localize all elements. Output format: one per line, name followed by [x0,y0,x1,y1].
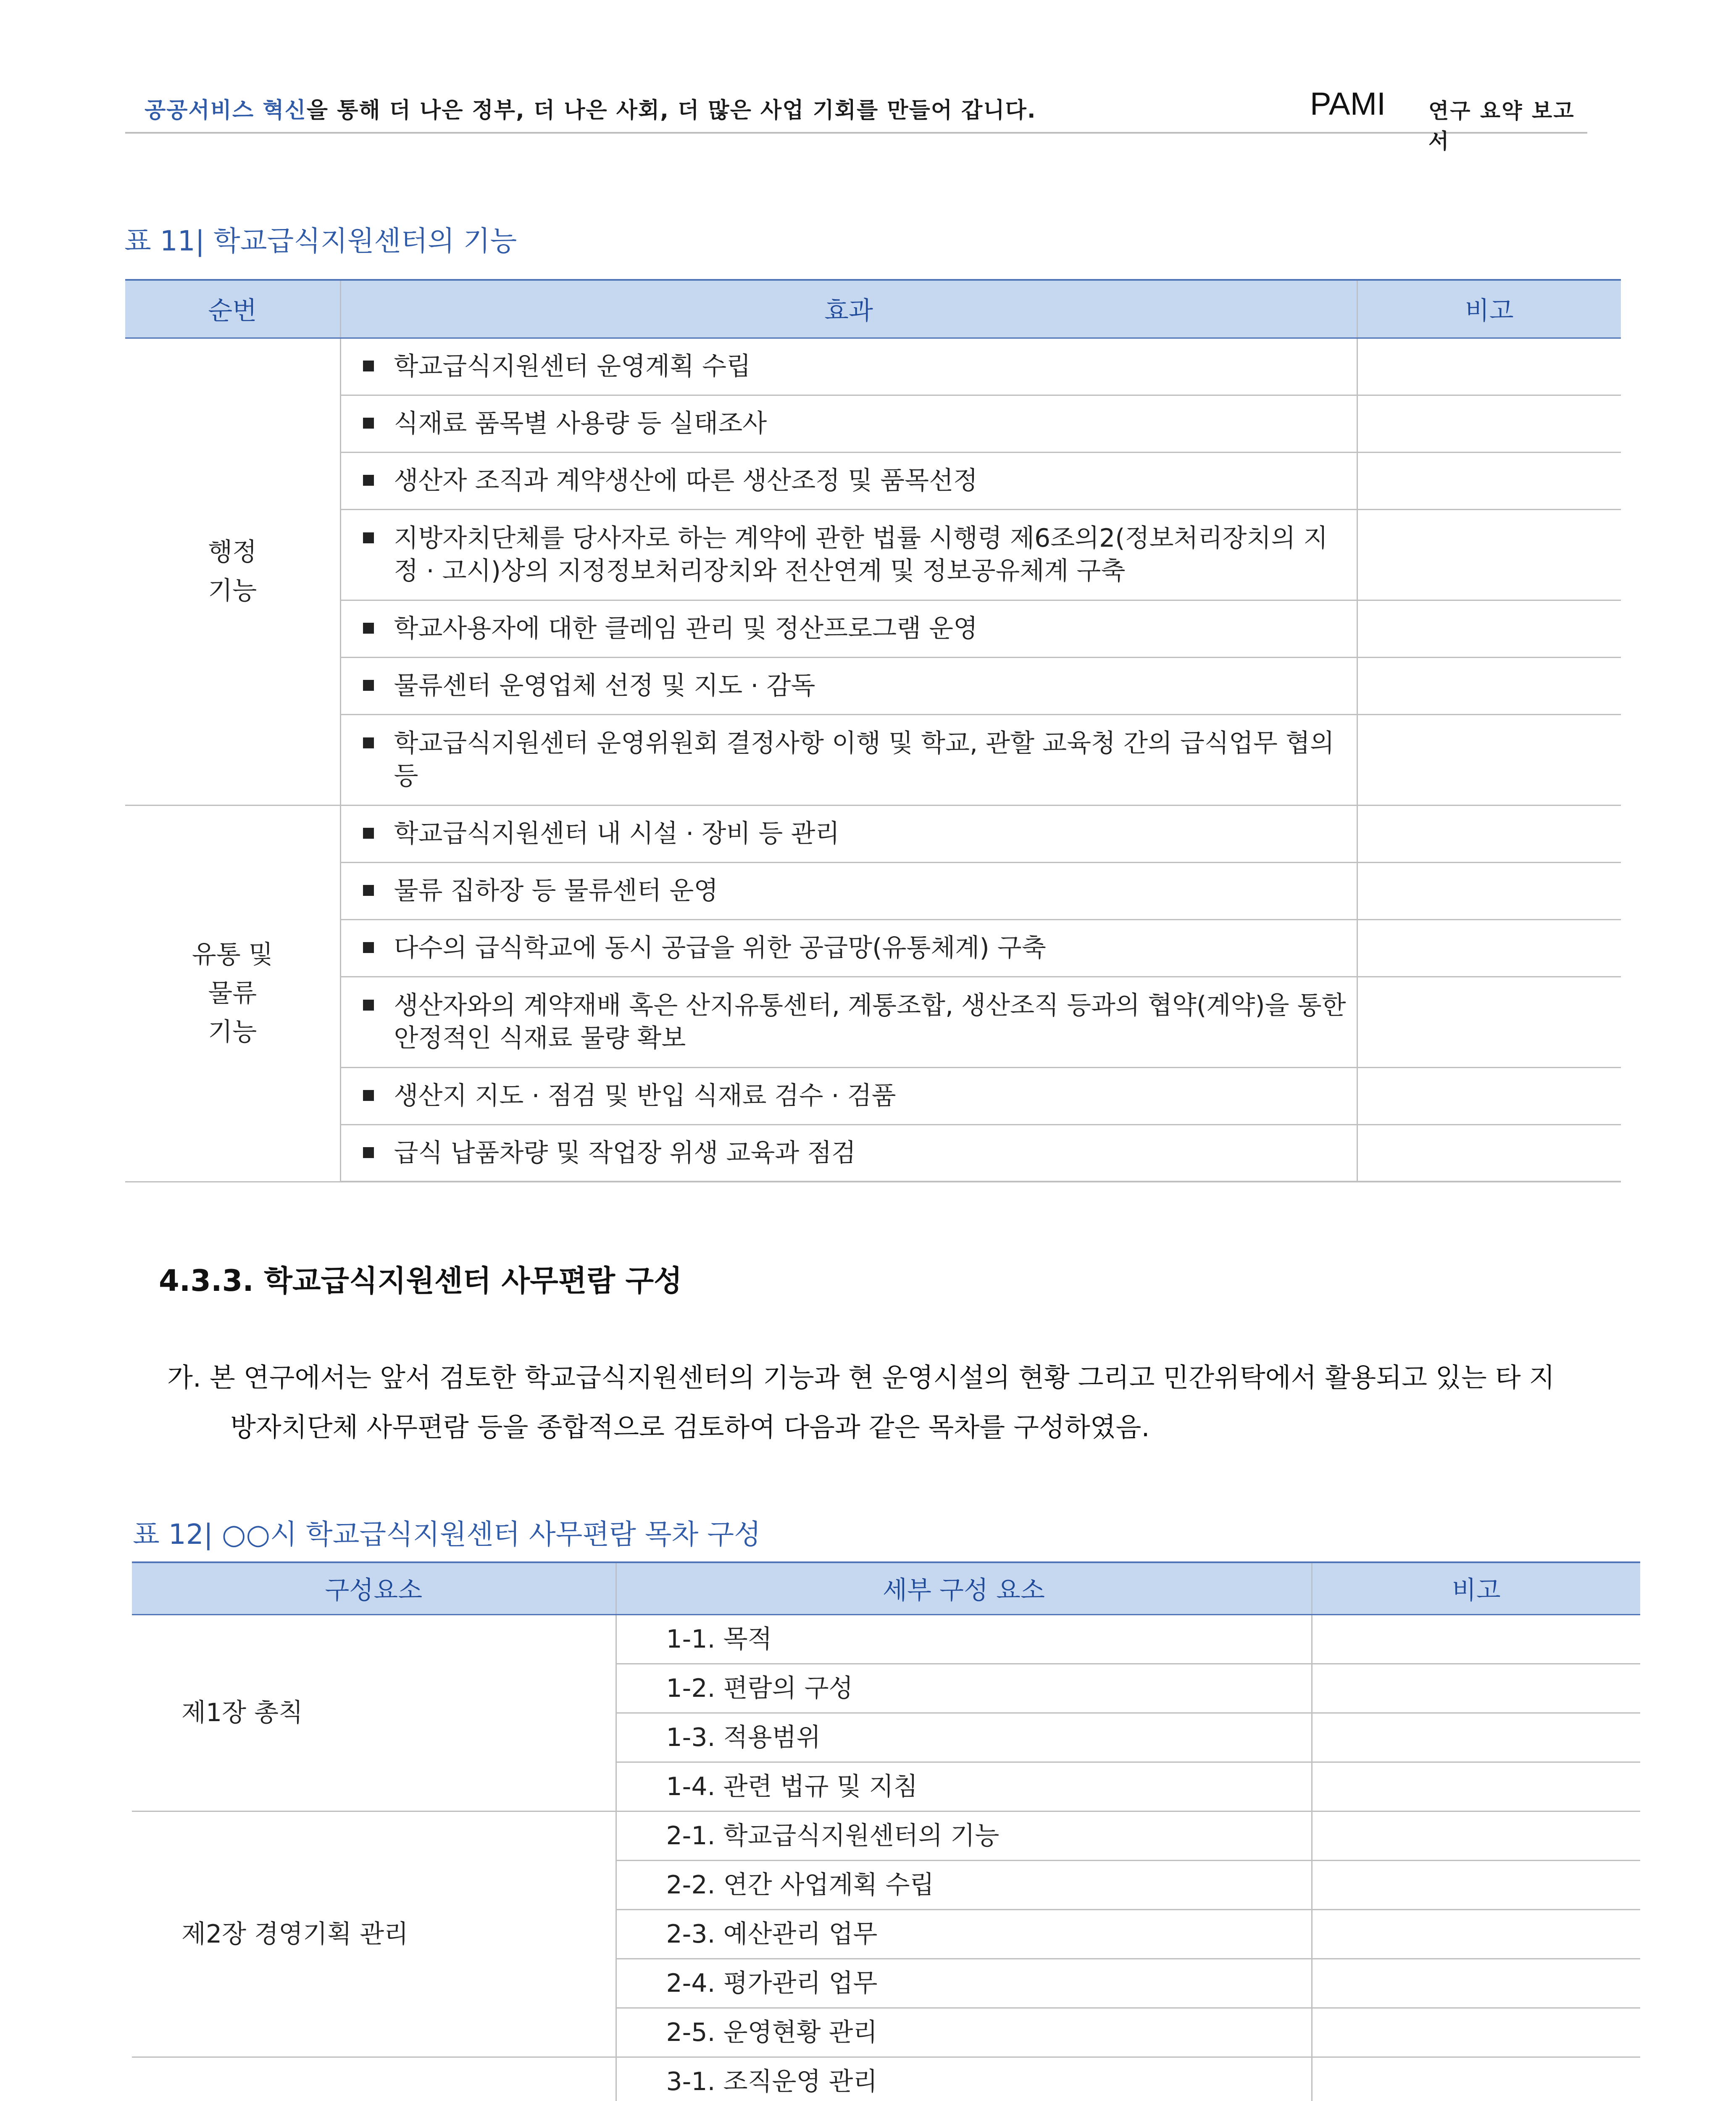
table11 [125,279,1621,1182]
bullet-icon [362,350,394,383]
table-row-item: 1-4. 관련 법규 및 지침 [616,1762,1312,1811]
table-row-item: 생산지 지도 · 점검 및 반입 식재료 검수 · 검품 [340,1067,1357,1124]
table12 [132,1561,1640,2101]
bullet-icon [362,1079,394,1112]
section-title: 4.3.3. 학교급식지원센터 사무편람 구성 [159,1264,682,1298]
table-row-item: 생산자와의 계약재배 혹은 산지유통센터, 계통조합, 생산조직 등과의 협약(계약)을 통한 안정적인 식재료 물량 확보 [340,977,1357,1067]
table-row-item: 학교급식지원센터 운영위원회 결정사항 이행 및 학교, 관할 교육청 간의 급식업무 협의 등 [340,714,1357,805]
table-row-item: 2-1. 학교급식지원센터의 기능 [616,1811,1312,1860]
table11-caption-text: 표 11| 학교급식지원센터의 기능 [124,225,517,257]
table11-note-cell [1357,509,1621,600]
table12-note-cell [1312,1713,1640,1762]
bullet-icon [362,932,394,964]
table11-note-cell [1357,919,1621,977]
tagline-rest: 을 통해 더 나은 정부, 더 나은 사회, 더 많은 사업 기회를 만들어 갑니다. [306,98,1036,123]
table12-chapter-1: 제1장 총칙 [132,1614,616,1811]
bullet-icon [362,817,394,850]
table11-note-cell [1357,600,1621,657]
table11-header-effect: 효과 [340,280,1357,338]
table12-header-note: 비고 [1312,1562,1640,1614]
table12-note-cell [1312,2008,1640,2057]
table11-category-logistics: 유통 및 물류 기능 [125,805,340,1182]
table12-header-component: 구성요소 [132,1562,616,1614]
bullet-icon [362,407,394,440]
section-paragraph [167,1353,1621,1452]
table-row-item: 학교급식지원센터 운영계획 수립 [340,338,1357,395]
table11-note-cell [1357,714,1621,805]
table12-note-cell [1312,1811,1640,1860]
table12-caption-text: 표 12| ○○시 학교급식지원센터 사무편람 목차 구성 [133,1518,761,1551]
bullet-icon [362,1137,394,1169]
table-row-item: 학교급식지원센터 내 시설 · 장비 등 관리 [340,805,1357,862]
bullet-icon [362,522,394,555]
table11-note-cell [1357,452,1621,509]
table12-note-cell [1312,1762,1640,1811]
table11-note-cell [1357,1124,1621,1182]
table11-caption [124,219,517,258]
table-row-item: 지방자치단체를 당사자로 하는 계약에 관한 법률 시행령 제6조의2(정보처리장치의 지정 · 고시)상의 지정정보처리장치와 전산연계 및 정보공유체계 구축 [340,509,1357,600]
header-tagline [145,92,1036,124]
table-row-item: 2-2. 연간 사업계획 수립 [616,1860,1312,1909]
table-row-item: 다수의 급식학교에 동시 공급을 위한 공급망(유통체계) 구축 [340,919,1357,977]
table12-note-cell [1312,2057,1640,2101]
table11-note-cell [1357,395,1621,452]
table11-note-cell [1357,805,1621,862]
bullet-icon [362,464,394,497]
bullet-icon [362,612,394,645]
table12-caption [133,1512,761,1552]
paragraph-line-2: 방자치단체 사무편람 등을 종합적으로 검토하여 다음과 같은 목차를 구성하였음. [230,1412,1150,1443]
bullet-icon [362,727,394,760]
table11-category-admin: 행정 기능 [125,338,340,805]
table11-note-cell [1357,862,1621,919]
header-brand: PAMI [1310,86,1386,122]
table11-note-cell [1357,1067,1621,1124]
table-row-item: 1-1. 목적 [616,1614,1312,1664]
table12-chapter-3 [132,2057,616,2101]
table12-note-cell [1312,1860,1640,1909]
bullet-icon [362,669,394,702]
table12-note-cell [1312,1664,1640,1713]
table12-note-cell [1312,1959,1640,2008]
table-row-item: 2-4. 평가관리 업무 [616,1959,1312,2008]
table-row-item: 1-3. 적용범위 [616,1713,1312,1762]
table-row-item: 물류센터 운영업체 선정 및 지도 · 감독 [340,657,1357,714]
table12-note-cell [1312,1614,1640,1664]
table11-header-note: 비고 [1357,280,1621,338]
table-row-item: 물류 집하장 등 물류센터 운영 [340,862,1357,919]
table-row-item: 3-1. 조직운영 관리 [616,2057,1312,2101]
table-row-item: 급식 납품차량 및 작업장 위생 교육과 점검 [340,1124,1357,1182]
page-header [125,82,1587,153]
table-row-item: 생산자 조직과 계약생산에 따른 생산조정 및 품목선정 [340,452,1357,509]
bullet-icon [362,874,394,907]
table12-header-detail: 세부 구성 요소 [616,1562,1312,1614]
table11-note-cell [1357,657,1621,714]
table11-note-cell [1357,338,1621,395]
paragraph-line-1: 가. 본 연구에서는 앞서 검토한 학교급식지원센터의 기능과 현 운영시설의 현황 그리고 민간위탁에서 활용되고 있는 타 지 [167,1362,1555,1393]
table-row-item: 2-5. 운영현황 관리 [616,2008,1312,2057]
table-row-item: 1-2. 편람의 구성 [616,1664,1312,1713]
table-row-item: 식재료 품목별 사용량 등 실태조사 [340,395,1357,452]
table12-note-cell [1312,1909,1640,1959]
table11-note-cell [1357,977,1621,1067]
table11-header-order: 순번 [125,280,340,338]
table-row-item: 2-3. 예산관리 업무 [616,1909,1312,1959]
header-report-type: 연구 요약 보고서 [1428,99,1575,153]
bullet-icon [362,989,394,1022]
tagline-highlight: 공공서비스 혁신 [145,98,307,123]
table12-chapter-2: 제2장 경영기획 관리 [132,1811,616,2057]
table-row-item: 학교사용자에 대한 클레임 관리 및 정산프로그램 운영 [340,600,1357,657]
